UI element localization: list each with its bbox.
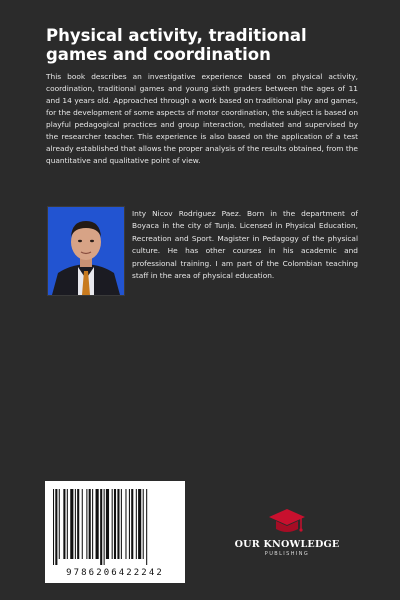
publisher-subtitle: PUBLISHING (264, 551, 310, 557)
author-photo (47, 206, 125, 296)
author-bio: Inty Nicov Rodriguez Paez. Born in the department of Boyaca in the city of Tunja. Licensed in Physical Education, Recreation and Sport. Magister in Pedagogy of the physical culture. He has other courses in his academic and professional training. I am part of the Colombian teaching staff in the area of physical education. (132, 209, 358, 281)
publisher-logo (232, 507, 342, 567)
book-title: Physical activity, traditional games and coordination (46, 26, 307, 64)
book-description: This book describes an investigative experience based on physical activity, coordination, traditional games and young sixth graders between the ages of 11 and 14 years old. Approached through a work based on traditional play and games, for the development of some aspects of motor coordination, the subject is based on playful pedagogical practices and group interaction, mediated and supervised by the researcher teacher. This experience is also based on the application of a test already established that allows the proper analysis of the results obtained, from the quantitative and qualitative point of view. (46, 72, 358, 165)
barcode-bars (51, 489, 179, 565)
author-portrait-image (48, 207, 124, 295)
isbn-number: 9786206422242 (66, 568, 164, 578)
publisher-name: OUR KNOWLEDGE (234, 539, 340, 550)
isbn-barcode (45, 481, 185, 583)
graduation-cap-icon (267, 507, 307, 537)
